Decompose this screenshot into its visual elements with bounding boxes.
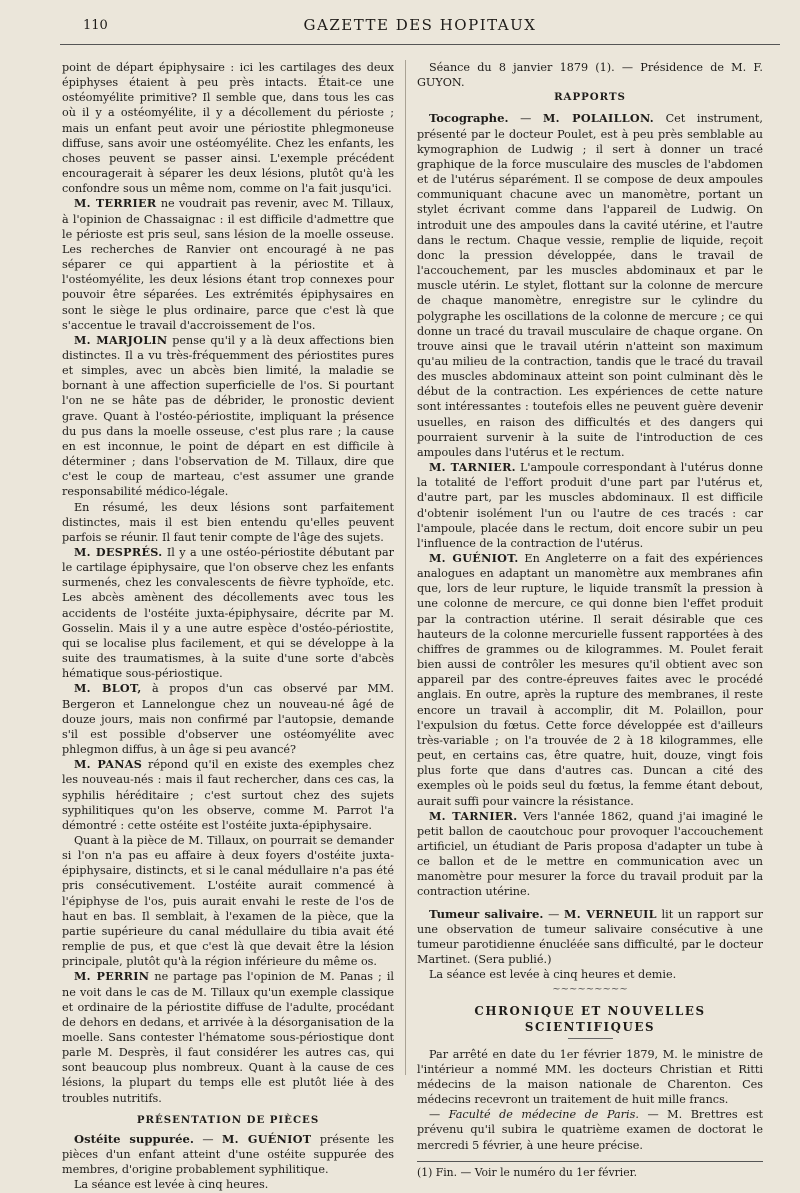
paragraph-text: L'ampoule correspondant à l'utérus donne la totalité de l'effort produit d'une part par l'utérus et, d'autre part, par les muscles abdominaux. Il est difficile d'obtenir isolément l'un ou l'autre de ces tracés : car l'ampoule, placée dans le rectum, doit encore subir un peu l'influence de la contraction de l'utérus.	[417, 461, 764, 550]
paragraph-text: Vers l'année 1862, quand j'ai imaginé le petit ballon de caoutchouc pour provoquer l'accouchement artificiel, un étudiant de Paris proposa d'adapter un tube à ce ballon et de le mettre en communication avec un manomètre pour mesurer la force du travail produit par la contraction utérine.	[417, 809, 763, 899]
paragraph-text: présente les pièces d'un enfant atteint d'une ostéite suppurée des membres, d'origine probablement syphilitique.	[62, 1132, 394, 1177]
speaker-name: M. DESPRÉS.	[74, 545, 163, 559]
page-header	[60, 14, 780, 42]
speaker-name: M. GUÉNIOT.	[429, 551, 519, 565]
paragraph: Tumeur salivaire. — M. VERNEUIL lit un rapport sur une observation de tumeur salivaire consécutive à une tumeur parotidienne énucléée sans difficulté, par le docteur Martinet. (Sera publié.)	[417, 906, 763, 967]
speaker-name: M. BLOT,	[74, 681, 142, 696]
dash: —	[429, 1108, 441, 1122]
section-heading-rapports: RAPPORTS	[554, 91, 626, 104]
paragraph-text: ne partage pas l'opinion de M. Panas ; il ne voit dans le cas de M. Tillaux qu'un exemple classique et ordinaire de la périostite diffuse de l'adulte, procédant de dehors en dedans, et arrivée à la désorganisation de la moelle. Sans contester l'hématome sous-périostique dont parle M. Desprès, il faut considérer les autres cas, qui sont beaucoup plus nombreux. Quant à la cause de ces lésions, la plupart du temps elle est plutôt liée à des troubles nutritifs.	[62, 970, 394, 1105]
right-column	[417, 60, 763, 1180]
paragraph: point de départ épiphysaire : ici les cartilages des deux épiphyses étaient à peu près intacts. Était-ce une ostéomyélite primitive? Il semble que, dans tous les cas où il y a ostéomyélite, il y a décollement du périoste ; mais un enfant peut avoir une périostite phlegmoneuse diffuse, sans avoir une ostéomyélite. Chez les enfants, les choses peuvent se passer ainsi. L'exemple précédent encouragerait à séparer les deux lésions, plutôt qu'à les confondre sous un même nom, comme on l'a fait jusqu'ici.	[62, 61, 394, 196]
paragraph: Tocographe. — M. POLAILLON. Cet instrument, présenté par le docteur Poulet, est à peu près semblable au kymographion de Ludwig ; il sert à donner un tracé graphique de la force musculaire des muscles de l'abdomen et de l'utérus séparément. Il se compose de deux ampoules communiquant chacune avec un manomètre, portant un stylet écrivant comme dans l'appareil de Ludwig. On introduit une des ampoules dans la cavité utérine, et l'autre dans le rectum. Chaque vessie, remplie de liquide, reçoit donc la pression développée, dans le travail de l'accouchement, par les muscles abdominaux et par le muscle utérin. Le stylet, flottant sur la colonne de mercure de chaque manomètre, enregistre sur le cylindre du polygraphe les oscillations de la colonne de mercure ; ce qui donne un tracé du travail musculaire de chaque organe. On trouve ainsi que le travail utérin n'atteint son maximum qu'au milieu de la contraction, tandis que le tracé du travail des muscles abdominaux atteint son point culminant dès le début de la contraction. Les expériences de cette nature sont intéressantes : toutefois elles ne peuvent guère devenir usuelles, en raison des difficultés et des dangers qui pourraient survenir à la suite de l'introduction de ces ampoules dans l'utérus et le rectum.	[417, 111, 763, 459]
closing-line: La séance est levée à cinq heures.	[74, 1178, 269, 1192]
journal-title: GAZETTE DES HOPITAUX	[303, 16, 537, 34]
footnote-rule	[417, 1161, 763, 1162]
left-column	[62, 60, 394, 1193]
speaker-name: M. GUÉNIOT	[221, 1131, 312, 1146]
footnote: (1) Fin. — Voir le numéro du 1er février.	[417, 1165, 638, 1179]
paragraph-text: Cet instrument, présenté par le docteur Poulet, est à peu près semblable au kymographion de Ludwig ; il sert à donner un tracé graphique de la force musculaire des muscles de l'abdomen et de l'utérus séparément. Il se compose de deux ampoules communiquant chacune avec un manomètre, portant un stylet écrivant comme dans l'appareil de Ludwig. On introduit une des ampoules dans la cavité utérine, et l'autre dans le rectum. Chaque vessie, remplie de liquide, reçoit donc la pression développée, dans le travail de l'accouchement, par les muscles abdominaux et par le muscle utérin. Le stylet, flottant sur la colonne de mercure de chaque manomètre, enregistre sur le cylindre du polygraphe les oscillations de la colonne de mercure ; ce qui donne un tracé du travail musculaire de chaque organe. On trouve ainsi que le travail utérin n'atteint son maximum qu'au milieu de la contraction, tandis que le tracé du travail des muscles abdominaux atteint son point culminant dès le début de la contraction. Les expériences de cette nature sont intéressantes : toutefois elles ne peuvent guère devenir usuelles, en raison des difficultés et des dangers qui pourraient survenir à la suite de l'introduction de ces ampoules dans l'utérus et le rectum.	[417, 112, 763, 459]
paragraph-text: Il y a une ostéo-périostite débutant par le cartilage épiphysaire, que l'on observe chez les enfants surmenés, chez les convalescents de fièvre typhoïde, etc. Les abcès amènent des décollements avec tous les accidents de l'ostéite juxta-épiphysaire, décrite par M. Gosselin. Mais il y a une autre espèce d'ostéo-périostite, qui se localise plus facilement, et qui se développe à la suite des traumatismes, à la suite d'une sorte d'abcès hématique sous-périostique.	[62, 546, 394, 681]
paragraph	[62, 969, 394, 1105]
speaker-name: M. PANAS	[74, 757, 143, 772]
paragraph	[62, 196, 394, 332]
paragraph-text: En Angleterre on a fait des expériences analogues en adaptant un manomètre aux membranes afin que, lors de leur rupture, le liquide transmît la pression à une colonne de mercure, ce qui donne bien l'effet produit par la contraction utérine. Il serait désirable que ces hauteurs de la colonne mercurielle fussent rapportées à des chiffres de grammes ou de kilogrammes. M. Poulet ferait bien aussi de contrôler les mesures qu'il obtient avec son appareil par des contre-épreuves faites avec le procédé anglais. En outre, après la rupture des membranes, il reste encore un travail à accomplir, dit M. Polaillon, pour l'expulsion du fœtus. Cette force développée est d'ailleurs très-variable ; on l'a trouvée de 2 à 18 kilogrammes, elle peut, en certains cas, être quatre, huit, douze, vingt fois plus forte que dans d'autres cas. Duncan a cité des exemples où le poids seul du fœtus, la femme étant debout, aurait suffi pour vaincre la résistance.	[417, 552, 763, 808]
closing-line: La séance est levée à cinq heures et demie.	[429, 968, 677, 982]
speaker-name: M. PERRIN	[74, 969, 150, 984]
paragraph-text: répond qu'il en existe des exemples chez les nouveau-nés : mais il faut rechercher, dans ces cas, la syphilis héréditaire ; c'est surtout chez des sujets syphilitiques qu'on les observe, comme M. Parrot l'a démontré : cette ostéite est l'ostéite juxta-épiphysaire.	[62, 758, 395, 832]
paragraph-text: — M. Brettres est prévenu qu'il subira le quatrième examen de doctorat le mercredi 5 février, à une heure précise.	[417, 1108, 763, 1152]
paragraph	[62, 333, 394, 500]
column-divider	[405, 60, 406, 1075]
page-number: 110	[83, 18, 108, 33]
paragraph	[417, 1107, 763, 1152]
paragraph-text: lit un rapport sur une observation de tumeur salivaire consécutive à une tumeur parotidienne énucléée sans difficulté, par le docteur Martinet. (Sera publié.)	[417, 907, 763, 967]
section-heading-presentation: PRÉSENTATION DE PIÈCES	[136, 1113, 320, 1126]
paragraph	[417, 551, 763, 809]
subject-title: Tumeur salivaire.	[429, 906, 544, 921]
paragraph	[62, 757, 394, 833]
session-intro: Séance du 8 janvier 1879 (1). — Présidence de M. F. GUYON.	[417, 61, 763, 90]
speaker-name: M. TARNIER.	[429, 460, 516, 475]
paragraph: Quant à la pièce de M. Tillaux, on pourrait se demander si l'on n'a pas eu affaire à deux foyers d'ostéite juxta-épiphysaire, distincts, et si le canal médullaire n'a pas été pris consécutivement. L'ostéite aurait commencé à l'épiphyse de l'os, puis aurait envahi le reste de l'os de haut en bas. Il semblait, à l'examen de la pièce, que la partie supérieure du canal médullaire du tibia avait été remplie de pus, et que c'est là que devait être la lésion principale, plutôt qu'à la région inférieure du même os.	[62, 833, 394, 969]
paragraph-text: à propos d'un cas observé par MM. Bergeron et Lannelongue chez un nouveau-né âgé de douze jours, mais non confirmé par l'autopsie, demande s'il est possible d'observer une ostéomyélite avec phlegmon diffus, à un âge si peu avancé?	[62, 682, 394, 757]
speaker-name: M. POLAILLON.	[542, 111, 654, 126]
header-rule	[60, 44, 780, 45]
subject-title: Tocographe.	[429, 111, 509, 126]
faculty-title: Faculté de médecine de Paris.	[448, 1108, 639, 1122]
speaker-name: M. TARNIER.	[429, 808, 518, 823]
subject-title: Ostéite suppurée.	[74, 1131, 194, 1146]
speaker-name: M. VERNEUIL	[564, 906, 657, 921]
paragraph	[417, 809, 763, 900]
speaker-name: M. TERRIER	[74, 196, 157, 211]
section-heading-chronique: CHRONIQUE ET NOUVELLES SCIENTIFIQUES	[474, 1004, 706, 1034]
ornament-divider: ~~~~~~~~~	[552, 984, 628, 996]
paragraph: En résumé, les deux lésions sont parfaitement distinctes, mais il est bien entendu qu'elles peuvent parfois se réunir. Il faut tenir compte de l'âge des sujets.	[62, 500, 394, 544]
speaker-name: M. MARJOLIN	[74, 332, 168, 347]
paragraph-text: ne voudrait pas revenir, avec M. Tillaux, à l'opinion de Chassaignac : il est difficile d'admettre que le périoste est pris seul, sans lésion de la moelle osseuse. Les recherches de Ranvier ont encouragé à ne pas séparer ce qui appartient à la périostite et à l'ostéomyélite, les deux lésions étant trop connexes pour pouvoir être séparées. Les extrémités épiphysaires en sont le siège le plus ordinaire, parce que c'est là que s'accentue le travail d'accroissement de l'os.	[62, 197, 394, 332]
paragraph: Par arrêté en date du 1er février 1879, M. le ministre de l'intérieur a nommé MM. les docteurs Christian et Ritti médecins de la maison nationale de Charenton. Ces médecins recevront un traitement de huit mille francs.	[417, 1047, 763, 1107]
paragraph	[62, 545, 394, 681]
paragraph	[62, 681, 394, 757]
paragraph-text: pense qu'il y a là deux affections bien distinctes. Il a vu très-fréquemment des périostites pures et simples, avec un abcès bien limité, la maladie se bornant à une affection superficielle de l'os. Si pourtant l'on ne se hâte pas de débrider, le pronostic devient grave. Quant à l'ostéo-périostite, impliquant la présence du pus dans la moelle osseuse, c'est plus rare ; la cause en est inconnue, le point de départ en est difficile à déterminer ; dans l'observation de M. Tillaux, dire que c'est le coup de marteau, c'est assumer une grande responsabilité médico-légale.	[62, 333, 395, 499]
short-rule	[568, 1038, 613, 1039]
paragraph	[417, 460, 763, 551]
paragraph: Ostéite suppurée. — M. GUÉNIOT présente les pièces d'un enfant atteint d'une ostéite suppurée des membres, d'origine probablement syphilitique.	[62, 1131, 394, 1177]
